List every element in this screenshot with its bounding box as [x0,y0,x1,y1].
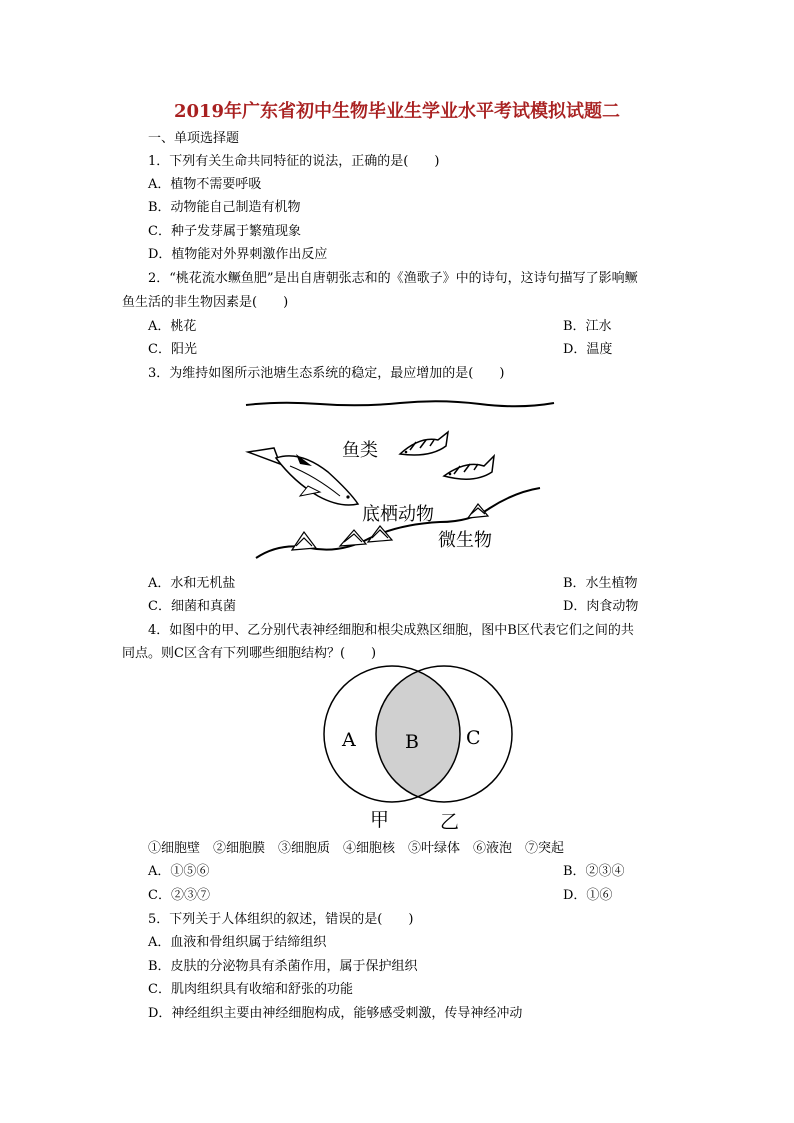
q3-option-b: B．水生植物 [563,576,638,591]
venn-label-a: A [342,729,356,751]
q4-option-d: D．①⑥ [563,888,613,903]
q1-stem: 1．下列有关生命共同特征的说法，正确的是( ) [148,154,440,169]
venn-label-c: C [466,727,481,749]
q4-stem-line2: 同点。则C区含有下列哪些细胞结构？( ) [122,646,377,661]
q3-option-a: A．水和无机盐 [148,576,236,591]
page-title: 2019年广东省初中生物毕业生学业水平考试模拟试题二 [173,101,621,122]
q3-stem: 3．为维持如图所示池塘生态系统的稳定，最应增加的是( ) [148,366,505,381]
label-microorganisms: 微生物 [438,530,492,551]
q1-option-b: B．动物能自己制造有机物 [148,200,301,215]
q3-option-c: C．细菌和真菌 [148,599,236,614]
small-fish-icon [400,432,448,455]
q2-option-d: D．温度 [563,342,613,357]
q2-option-b: B．江水 [563,319,612,334]
q5-option-a: A．血液和骨组织属于结缔组织 [148,935,327,950]
q2-stem-line2: 鱼生活的非生物因素是( ) [122,295,289,310]
q4-option-b: B．②③④ [563,864,625,879]
q3-option-d: D．肉食动物 [563,599,639,614]
q4-structure-list: ①细胞壁 ②细胞膜 ③细胞质 ④细胞核 ⑤叶绿体 ⑥液泡 ⑦突起 [148,841,565,856]
q4-stem-line1: 4．如图中的甲、乙分别代表神经细胞和根尖成熟区细胞，图中B区代表它们之间的共 [148,623,634,638]
q5-option-b: B．皮肤的分泌物具有杀菌作用，属于保护组织 [148,959,418,974]
q5-option-d: D．神经组织主要由神经细胞构成，能够感受刺激，传导神经冲动 [148,1006,523,1021]
venn-diagram [308,664,528,836]
q5-option-c: C．肌肉组织具有收缩和舒张的功能 [148,982,353,997]
small-fish-icon-2 [444,456,494,479]
q2-option-c: C．阳光 [148,342,197,357]
q1-option-d: D．植物能对外界刺激作出反应 [148,247,328,262]
q2-stem-line1: 2．“桃花流水鳜鱼肥”是出自唐朝张志和的《渔歌子》中的诗句，这诗句描写了影响鳜 [148,271,638,286]
pond-ecosystem-figure [240,392,560,568]
label-fish: 鱼类 [342,440,378,461]
q1-option-a: A．植物不需要呼吸 [148,177,262,192]
label-benthic-animals: 底栖动物 [362,504,434,525]
q5-stem: 5．下列关于人体组织的叙述，错误的是( ) [148,912,414,927]
venn-label-jia: 甲 [370,809,390,831]
q4-option-a: A．①⑤⑥ [148,864,210,879]
section-heading: 一、单项选择题 [148,131,240,146]
q2-option-a: A．桃花 [148,319,197,334]
venn-label-yi: 乙 [440,811,460,833]
q1-option-c: C．种子发芽属于繁殖现象 [148,224,301,239]
q4-option-c: C．②③⑦ [148,888,210,903]
venn-label-b: B [405,731,419,753]
